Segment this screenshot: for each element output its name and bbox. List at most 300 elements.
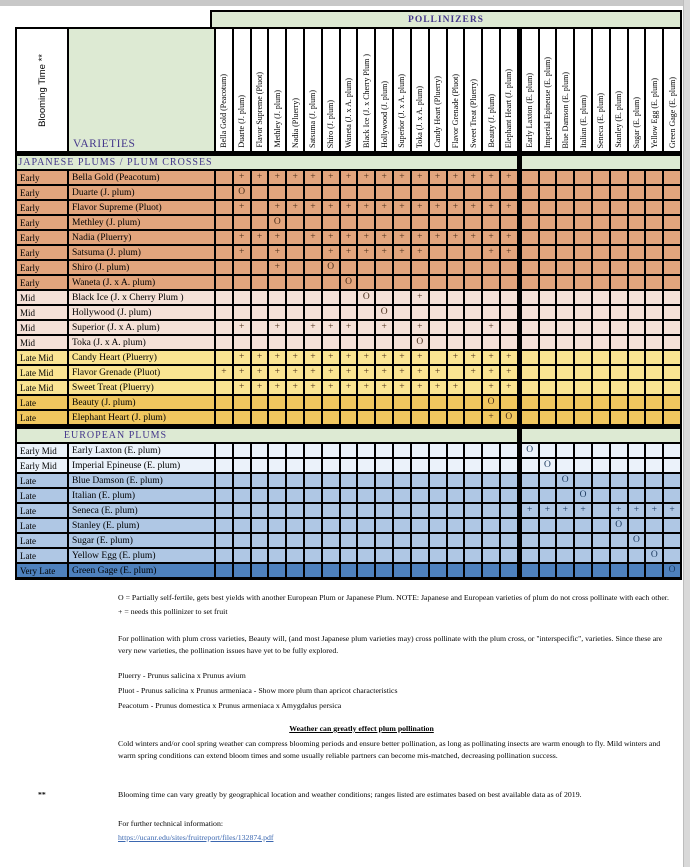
mark-cell: + bbox=[483, 246, 499, 259]
mark-cell bbox=[376, 396, 392, 409]
japanese-european-divider bbox=[519, 171, 520, 184]
mark-cell bbox=[664, 321, 680, 334]
column-header-label: Bella Gold (Peacotum) bbox=[219, 74, 229, 148]
blooming-time-cell: Late bbox=[17, 489, 67, 502]
mark-cell bbox=[540, 474, 556, 487]
mark-cell bbox=[646, 351, 662, 364]
mark-cell bbox=[358, 444, 374, 457]
mark-cell bbox=[376, 504, 392, 517]
mark-cell bbox=[501, 564, 517, 577]
mark-cell bbox=[430, 489, 446, 502]
mark-cell bbox=[394, 306, 410, 319]
mark-cell bbox=[376, 186, 392, 199]
mark-cell bbox=[575, 306, 591, 319]
mark-cell bbox=[522, 216, 538, 229]
mark-cell bbox=[358, 564, 374, 577]
mark-cell bbox=[629, 276, 645, 289]
mark-cell bbox=[646, 381, 662, 394]
mark-cell bbox=[501, 276, 517, 289]
mark-cell: + bbox=[412, 321, 428, 334]
mark-cell bbox=[557, 489, 573, 502]
mark-cell bbox=[593, 336, 609, 349]
mark-cell bbox=[575, 444, 591, 457]
mark-cell bbox=[629, 246, 645, 259]
mark-cell bbox=[216, 351, 232, 364]
mark-cell bbox=[629, 519, 645, 532]
mark-cell bbox=[394, 474, 410, 487]
mark-cell bbox=[448, 489, 464, 502]
mark-cell: + bbox=[269, 381, 285, 394]
mark-cell bbox=[234, 411, 250, 424]
mark-cell bbox=[465, 534, 481, 547]
column-header-label: Yellow Egg (E. plum) bbox=[649, 77, 659, 148]
mark-cell bbox=[593, 306, 609, 319]
mark-cell bbox=[629, 474, 645, 487]
mark-cell bbox=[216, 459, 232, 472]
mark-cell: + bbox=[448, 351, 464, 364]
mark-cell bbox=[287, 306, 303, 319]
mark-cell: + bbox=[269, 201, 285, 214]
mark-cell bbox=[412, 411, 428, 424]
mark-cell bbox=[287, 444, 303, 457]
footnote-marker: ** bbox=[38, 790, 46, 799]
mark-cell bbox=[252, 549, 268, 562]
mark-cell bbox=[522, 381, 538, 394]
mark-cell bbox=[646, 411, 662, 424]
mark-cell: + bbox=[430, 201, 446, 214]
mark-cell: + bbox=[287, 366, 303, 379]
mark-cell bbox=[646, 261, 662, 274]
mark-cell bbox=[522, 306, 538, 319]
mark-cell bbox=[234, 504, 250, 517]
mark-cell bbox=[664, 171, 680, 184]
mark-cell bbox=[269, 519, 285, 532]
variety-name-cell: Early Laxton (E. plum) bbox=[69, 444, 214, 457]
mark-cell bbox=[448, 336, 464, 349]
mark-cell bbox=[629, 201, 645, 214]
mark-cell bbox=[540, 276, 556, 289]
mark-cell bbox=[394, 519, 410, 532]
mark-cell: + bbox=[430, 171, 446, 184]
mark-cell: + bbox=[394, 366, 410, 379]
mark-cell bbox=[234, 306, 250, 319]
mark-cell: + bbox=[358, 246, 374, 259]
mark-cell: + bbox=[305, 321, 321, 334]
mark-cell bbox=[522, 261, 538, 274]
mark-cell bbox=[252, 276, 268, 289]
mark-cell: + bbox=[483, 381, 499, 394]
mark-cell: + bbox=[305, 351, 321, 364]
section-title-label: EUROPEAN PLUMS bbox=[63, 430, 168, 441]
japanese-european-divider bbox=[519, 201, 520, 214]
mark-cell bbox=[664, 216, 680, 229]
mark-cell: + bbox=[234, 321, 250, 334]
japanese-european-divider bbox=[519, 519, 520, 532]
mark-cell bbox=[287, 336, 303, 349]
mark-cell bbox=[394, 459, 410, 472]
mark-cell bbox=[448, 216, 464, 229]
mark-cell bbox=[593, 396, 609, 409]
mark-cell bbox=[305, 564, 321, 577]
mark-cell bbox=[216, 504, 232, 517]
mark-cell bbox=[252, 186, 268, 199]
mark-cell: + bbox=[323, 171, 339, 184]
mark-cell bbox=[252, 474, 268, 487]
column-header bbox=[287, 29, 303, 151]
mark-cell: O bbox=[341, 276, 357, 289]
mark-cell bbox=[611, 351, 627, 364]
column-header bbox=[575, 29, 591, 151]
mark-cell: + bbox=[358, 201, 374, 214]
japanese-european-divider bbox=[519, 336, 520, 349]
mark-cell bbox=[557, 336, 573, 349]
mark-cell bbox=[629, 489, 645, 502]
mark-cell bbox=[287, 459, 303, 472]
japanese-european-divider bbox=[519, 549, 520, 562]
pluerry-definition: Pluerry - Prunus salicina x Prunus avium bbox=[118, 671, 246, 680]
mark-cell bbox=[593, 504, 609, 517]
mark-cell bbox=[341, 534, 357, 547]
column-header-label: Hollywood (J. plum) bbox=[379, 81, 389, 148]
mark-cell bbox=[557, 411, 573, 424]
mark-cell: + bbox=[501, 231, 517, 244]
mark-cell bbox=[252, 321, 268, 334]
technical-info-link[interactable]: https://ucanr.edu/sites/fruitreport/files/132874.pdf bbox=[118, 833, 274, 842]
column-header bbox=[430, 29, 446, 151]
mark-cell bbox=[629, 411, 645, 424]
mark-cell bbox=[540, 291, 556, 304]
mark-cell bbox=[252, 444, 268, 457]
mark-cell: + bbox=[465, 366, 481, 379]
blooming-time-cell: Late bbox=[17, 411, 67, 424]
mark-cell bbox=[501, 396, 517, 409]
mark-cell: + bbox=[323, 231, 339, 244]
variety-name-cell: Flavor Grenade (Pluot) bbox=[69, 366, 214, 379]
mark-cell bbox=[252, 216, 268, 229]
mark-cell bbox=[611, 564, 627, 577]
mark-cell bbox=[305, 291, 321, 304]
mark-cell bbox=[269, 534, 285, 547]
mark-cell bbox=[376, 459, 392, 472]
column-header bbox=[216, 29, 232, 151]
mark-cell bbox=[216, 534, 232, 547]
mark-cell bbox=[412, 444, 428, 457]
column-header-label: Sugar (E. plum) bbox=[631, 96, 641, 148]
mark-cell bbox=[501, 534, 517, 547]
mark-cell bbox=[646, 276, 662, 289]
mark-cell bbox=[394, 396, 410, 409]
mark-cell bbox=[323, 291, 339, 304]
mark-cell bbox=[540, 564, 556, 577]
blooming-time-cell: Early bbox=[17, 171, 67, 184]
mark-cell bbox=[216, 474, 232, 487]
mark-cell bbox=[522, 489, 538, 502]
mark-cell bbox=[358, 549, 374, 562]
mark-cell bbox=[540, 549, 556, 562]
mark-cell bbox=[465, 291, 481, 304]
mark-cell bbox=[593, 261, 609, 274]
variety-name-cell: Blue Damson (E. plum) bbox=[69, 474, 214, 487]
mark-cell: + bbox=[376, 381, 392, 394]
mark-cell bbox=[465, 216, 481, 229]
mark-cell bbox=[575, 261, 591, 274]
legend-plus-note: + = needs this pollinizer to set fruit bbox=[118, 607, 228, 616]
mark-cell: + bbox=[394, 231, 410, 244]
mark-cell bbox=[412, 474, 428, 487]
mark-cell bbox=[376, 489, 392, 502]
mark-cell: O bbox=[575, 489, 591, 502]
mark-cell bbox=[323, 444, 339, 457]
mark-cell bbox=[358, 321, 374, 334]
mark-cell bbox=[593, 381, 609, 394]
japanese-european-divider bbox=[519, 261, 520, 274]
mark-cell bbox=[394, 321, 410, 334]
mark-cell bbox=[593, 474, 609, 487]
mark-cell bbox=[540, 321, 556, 334]
mark-cell: + bbox=[664, 504, 680, 517]
mark-cell bbox=[664, 276, 680, 289]
mark-cell bbox=[376, 564, 392, 577]
mark-cell bbox=[540, 396, 556, 409]
mark-cell bbox=[358, 261, 374, 274]
mark-cell bbox=[376, 291, 392, 304]
column-header bbox=[593, 29, 609, 151]
mark-cell bbox=[557, 366, 573, 379]
mark-cell bbox=[412, 504, 428, 517]
mark-cell bbox=[216, 549, 232, 562]
blooming-time-cell: Very Late bbox=[17, 564, 67, 577]
mark-cell: + bbox=[358, 381, 374, 394]
mark-cell bbox=[611, 381, 627, 394]
mark-cell bbox=[664, 519, 680, 532]
mark-cell bbox=[394, 186, 410, 199]
mark-cell: + bbox=[341, 201, 357, 214]
mark-cell bbox=[394, 336, 410, 349]
mark-cell bbox=[629, 351, 645, 364]
mark-cell bbox=[611, 366, 627, 379]
mark-cell bbox=[448, 504, 464, 517]
mark-cell: + bbox=[412, 381, 428, 394]
mark-cell bbox=[216, 321, 232, 334]
mark-cell bbox=[412, 216, 428, 229]
mark-cell bbox=[522, 231, 538, 244]
mark-cell bbox=[376, 549, 392, 562]
mark-cell bbox=[629, 261, 645, 274]
mark-cell bbox=[287, 474, 303, 487]
mark-cell bbox=[376, 474, 392, 487]
mark-cell bbox=[501, 216, 517, 229]
mark-cell: O bbox=[358, 291, 374, 304]
mark-cell: + bbox=[430, 366, 446, 379]
mark-cell bbox=[341, 261, 357, 274]
mark-cell: + bbox=[394, 171, 410, 184]
mark-cell: O bbox=[611, 519, 627, 532]
mark-cell: + bbox=[611, 504, 627, 517]
mark-cell bbox=[341, 291, 357, 304]
mark-cell bbox=[448, 186, 464, 199]
variety-name-cell: Stanley (E. plum) bbox=[69, 519, 214, 532]
mark-cell bbox=[557, 459, 573, 472]
mark-cell bbox=[376, 519, 392, 532]
mark-cell: + bbox=[501, 171, 517, 184]
mark-cell: + bbox=[305, 171, 321, 184]
mark-cell bbox=[323, 186, 339, 199]
mark-cell bbox=[234, 549, 250, 562]
mark-cell bbox=[611, 171, 627, 184]
mark-cell: + bbox=[323, 201, 339, 214]
mark-cell: + bbox=[358, 171, 374, 184]
mark-cell bbox=[234, 474, 250, 487]
mark-cell: + bbox=[501, 351, 517, 364]
mark-cell bbox=[501, 519, 517, 532]
mark-cell bbox=[287, 246, 303, 259]
mark-cell bbox=[557, 444, 573, 457]
mark-cell bbox=[629, 459, 645, 472]
mark-cell bbox=[323, 519, 339, 532]
mark-cell bbox=[483, 306, 499, 319]
mark-cell bbox=[234, 444, 250, 457]
mark-cell: + bbox=[448, 231, 464, 244]
mark-cell bbox=[448, 564, 464, 577]
variety-name-cell: Beauty (J. plum) bbox=[69, 396, 214, 409]
blooming-time-cell: Late Mid bbox=[17, 381, 67, 394]
column-header-label: Duarte (J. plum) bbox=[237, 95, 247, 148]
mark-cell bbox=[358, 276, 374, 289]
column-header-label: Early Laxton (E. plum) bbox=[525, 73, 535, 148]
blooming-time-cell: Early bbox=[17, 231, 67, 244]
mark-cell bbox=[483, 534, 499, 547]
mark-cell: + bbox=[252, 381, 268, 394]
mark-cell bbox=[358, 474, 374, 487]
mark-cell: + bbox=[358, 351, 374, 364]
interspecific-note: For pollination with plum cross varieties, Beauty will, (and most Japanese plum varieties may) cross pollinate with the plum cross, or "interspecific", varieties. Since these are very new varieties, the pollination issues have yet to be fully explored. bbox=[118, 634, 663, 655]
blooming-time-cell: Early bbox=[17, 201, 67, 214]
japanese-european-divider bbox=[519, 306, 520, 319]
mark-cell: + bbox=[269, 231, 285, 244]
mark-cell bbox=[575, 321, 591, 334]
mark-cell bbox=[540, 366, 556, 379]
mark-cell: + bbox=[252, 171, 268, 184]
document-page bbox=[15, 10, 683, 844]
mark-cell bbox=[611, 276, 627, 289]
mark-cell bbox=[394, 549, 410, 562]
mark-cell bbox=[252, 291, 268, 304]
pluot-definition: Pluot - Prunus salicina x Prunus armeniaca - Show more plum than apricot characteristics bbox=[118, 686, 398, 695]
mark-cell: + bbox=[234, 201, 250, 214]
mark-cell bbox=[305, 459, 321, 472]
mark-cell: + bbox=[483, 171, 499, 184]
variety-name-cell: Methley (J. plum) bbox=[69, 216, 214, 229]
mark-cell bbox=[448, 291, 464, 304]
mark-cell bbox=[341, 519, 357, 532]
mark-cell: + bbox=[376, 246, 392, 259]
mark-cell bbox=[358, 459, 374, 472]
mark-cell bbox=[430, 411, 446, 424]
mark-cell bbox=[593, 411, 609, 424]
mark-cell bbox=[465, 336, 481, 349]
mark-cell bbox=[593, 489, 609, 502]
mark-cell bbox=[216, 306, 232, 319]
mark-cell bbox=[287, 504, 303, 517]
mark-cell bbox=[522, 411, 538, 424]
mark-cell bbox=[575, 351, 591, 364]
mark-cell: + bbox=[287, 351, 303, 364]
column-header-label: Superior (J. x A. plum) bbox=[397, 74, 407, 148]
mark-cell bbox=[252, 396, 268, 409]
mark-cell bbox=[376, 411, 392, 424]
japanese-european-divider bbox=[519, 366, 520, 379]
mark-cell bbox=[430, 459, 446, 472]
mark-cell bbox=[629, 186, 645, 199]
mark-cell: + bbox=[465, 231, 481, 244]
mark-cell bbox=[501, 306, 517, 319]
column-header bbox=[501, 29, 517, 151]
hybrid-definitions bbox=[118, 668, 675, 713]
mark-cell bbox=[501, 336, 517, 349]
variety-name-cell: Candy Heart (Pluerry) bbox=[69, 351, 214, 364]
mark-cell bbox=[522, 549, 538, 562]
mark-cell bbox=[341, 489, 357, 502]
mark-cell: + bbox=[376, 201, 392, 214]
mark-cell bbox=[465, 489, 481, 502]
mark-cell bbox=[557, 291, 573, 304]
mark-cell bbox=[646, 216, 662, 229]
japanese-european-divider bbox=[519, 156, 520, 169]
column-header bbox=[465, 29, 481, 151]
mark-cell bbox=[252, 411, 268, 424]
japanese-european-divider bbox=[519, 459, 520, 472]
mark-cell bbox=[305, 534, 321, 547]
mark-cell bbox=[575, 186, 591, 199]
mark-cell bbox=[540, 411, 556, 424]
mark-cell bbox=[341, 186, 357, 199]
mark-cell bbox=[522, 201, 538, 214]
mark-cell bbox=[522, 474, 538, 487]
mark-cell bbox=[216, 276, 232, 289]
mark-cell bbox=[540, 201, 556, 214]
mark-cell bbox=[323, 504, 339, 517]
column-header bbox=[664, 29, 680, 151]
mark-cell bbox=[483, 186, 499, 199]
mark-cell: + bbox=[629, 504, 645, 517]
mark-cell: + bbox=[287, 381, 303, 394]
mark-cell bbox=[269, 411, 285, 424]
mark-cell bbox=[341, 216, 357, 229]
mark-cell bbox=[483, 519, 499, 532]
mark-cell bbox=[287, 261, 303, 274]
blooming-time-cell: Late Mid bbox=[17, 351, 67, 364]
mark-cell bbox=[540, 519, 556, 532]
mark-cell bbox=[629, 171, 645, 184]
mark-cell bbox=[430, 396, 446, 409]
mark-cell bbox=[629, 306, 645, 319]
mark-cell bbox=[575, 519, 591, 532]
section-title-label: JAPANESE PLUMS / PLUM CROSSES bbox=[18, 157, 213, 168]
mark-cell bbox=[465, 411, 481, 424]
mark-cell bbox=[448, 519, 464, 532]
mark-cell: + bbox=[540, 504, 556, 517]
mark-cell: + bbox=[358, 231, 374, 244]
column-header-label: Candy Heart (Pluerry) bbox=[433, 76, 443, 148]
blooming-time-header bbox=[17, 29, 67, 151]
variety-name-cell: Black Ice (J. x Cherry Plum ) bbox=[69, 291, 214, 304]
mark-cell bbox=[611, 474, 627, 487]
mark-cell bbox=[305, 396, 321, 409]
mark-cell bbox=[557, 186, 573, 199]
mark-cell bbox=[252, 504, 268, 517]
mark-cell bbox=[593, 366, 609, 379]
mark-cell bbox=[305, 411, 321, 424]
